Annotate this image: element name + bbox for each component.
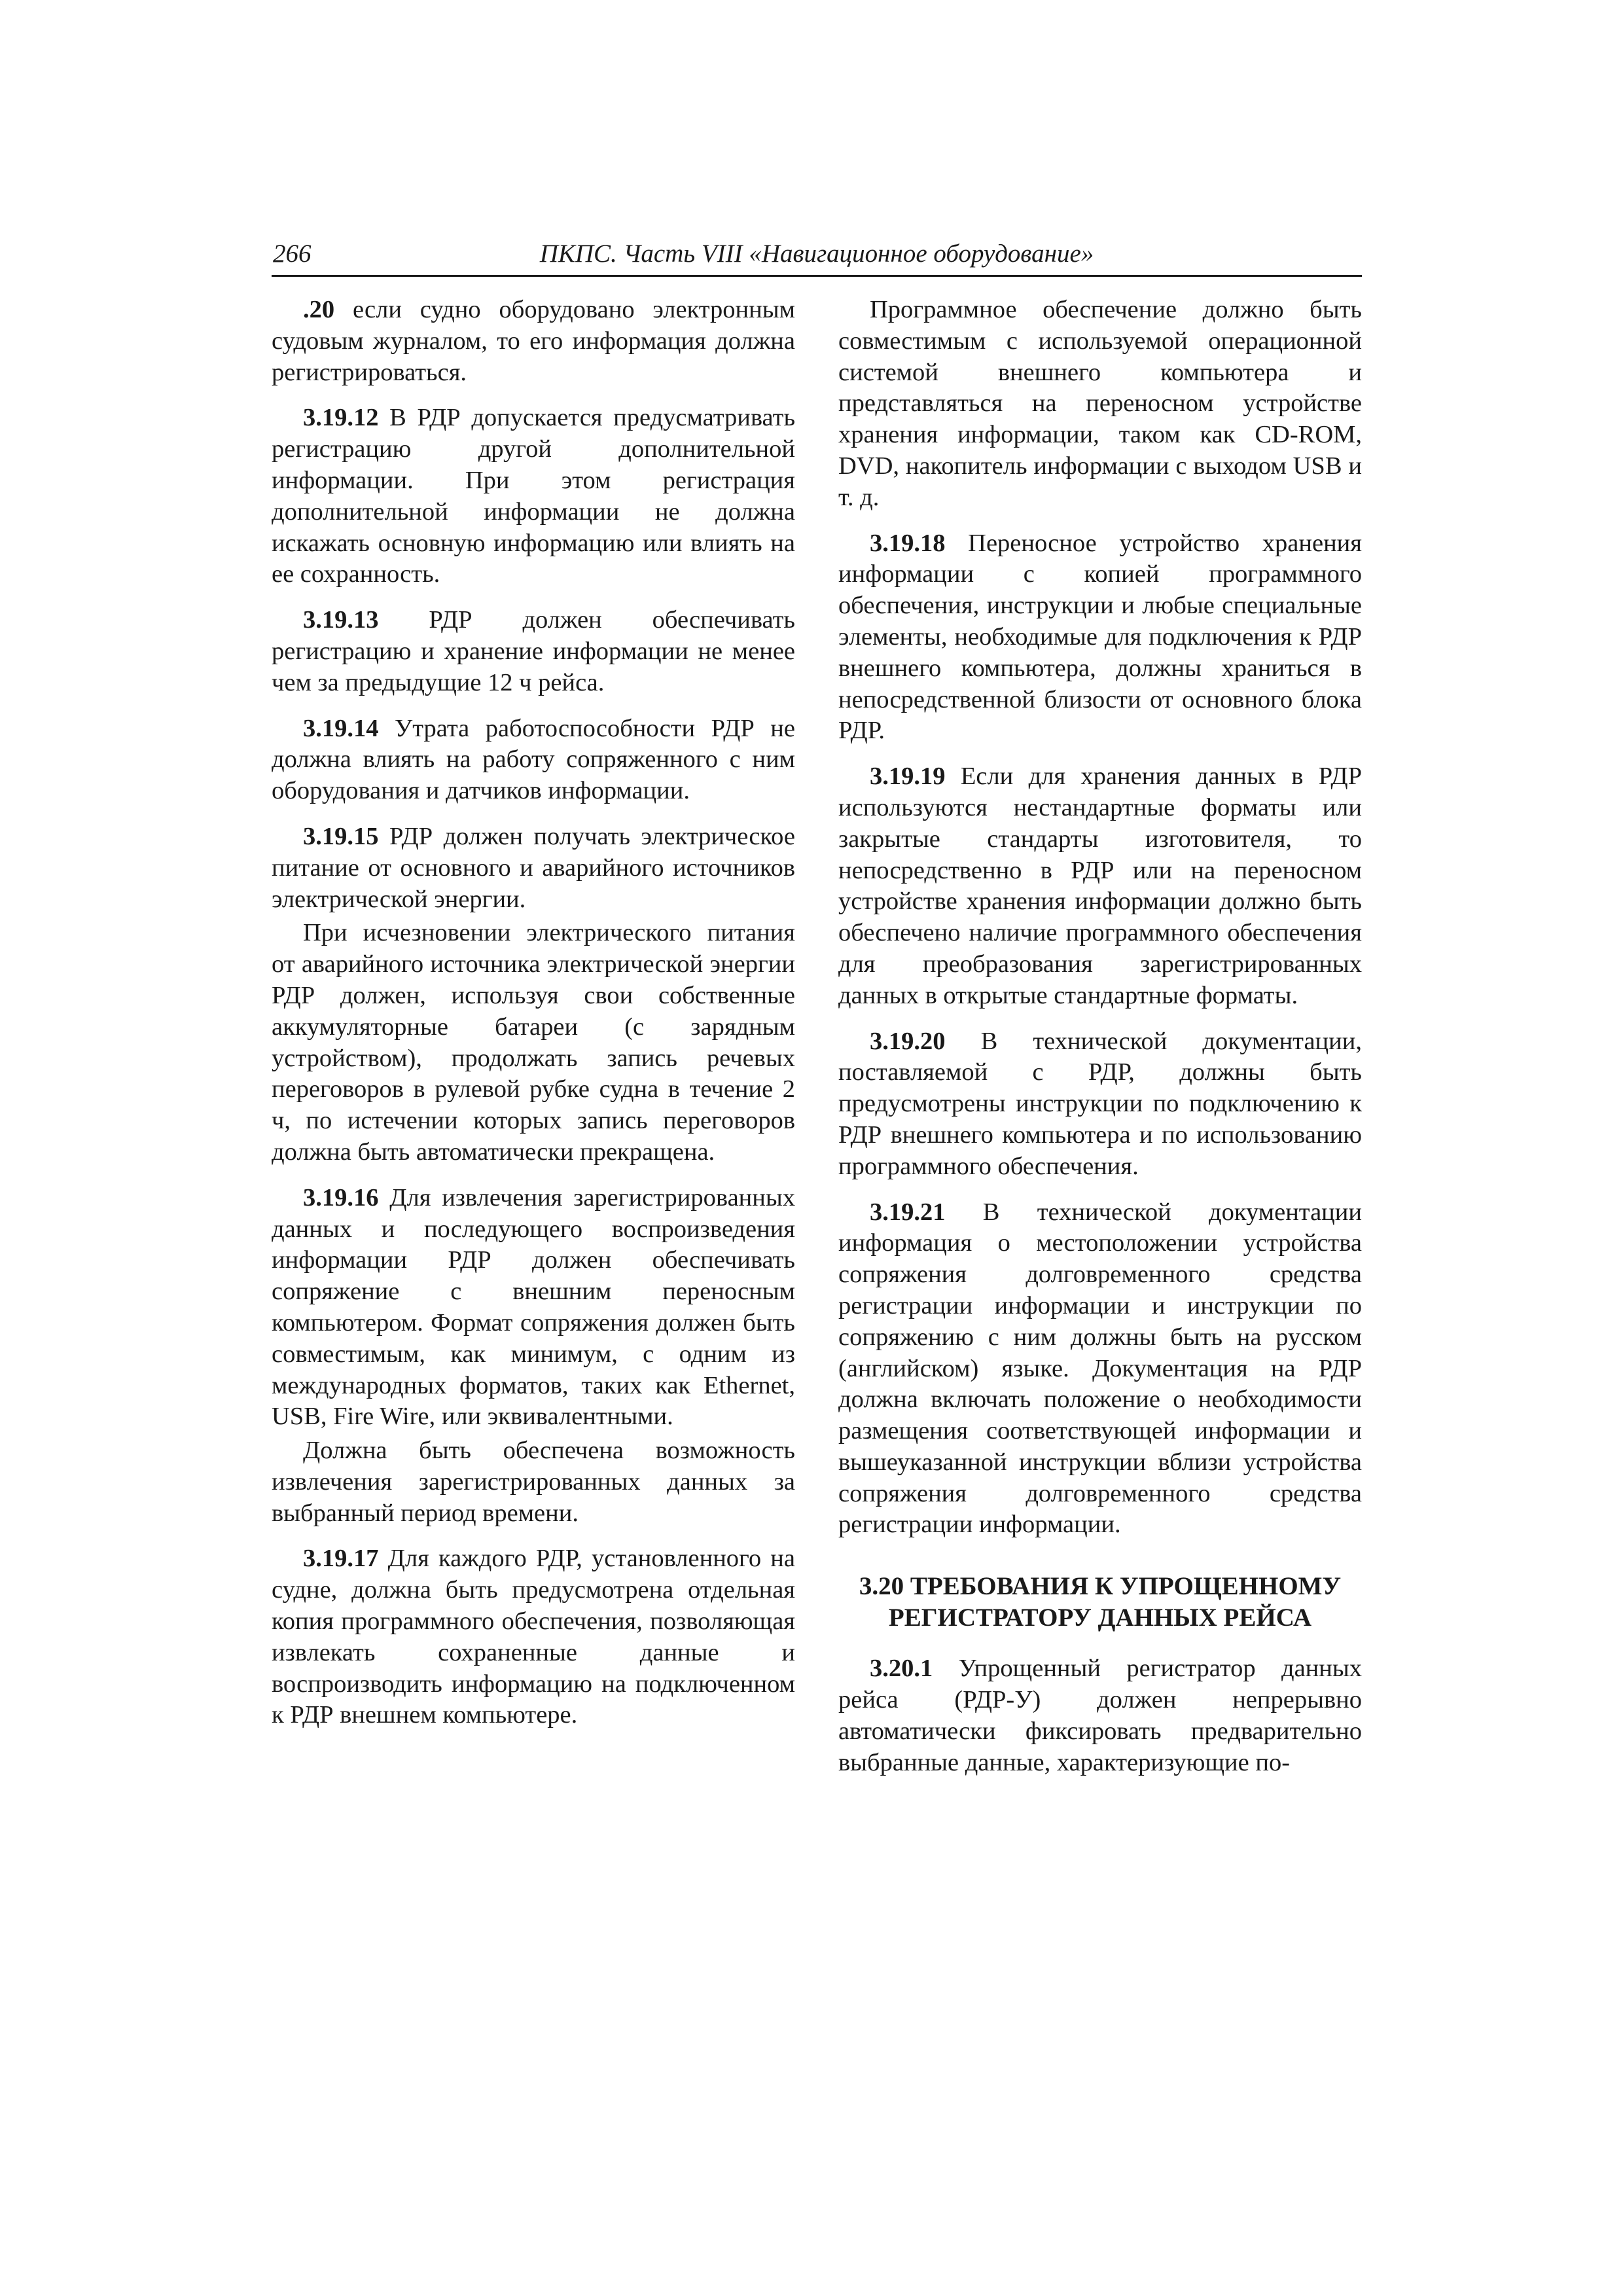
clause-number: 3.19.18 xyxy=(870,529,946,557)
left-column xyxy=(272,295,795,1731)
paragraph-3-19-11-20 xyxy=(272,295,795,388)
clause-number: 3.19.12 xyxy=(303,404,379,432)
clause-number: 3.19.19 xyxy=(870,762,946,791)
paragraph-3-19-19 xyxy=(838,761,1362,1011)
paragraph-3-19-15-cont: При исчезновении электрического питания от аварийного источника электрической энергии РДР должен, используя свои собственные аккумуляторные батареи (с зарядным устройством), продолжать запись речевых переговоров в рулевой рубке судна в течение 2 ч, по истечении которых запись переговоров должна быть автоматически прекращена. xyxy=(272,919,795,1166)
paragraph-3-19-18 xyxy=(838,528,1362,747)
clause-text: Для каждого РДР, установленного на судне, должна быть предусмотрена отдельная копия программного обеспечения, позволяющая извлекать сохраненные данные и воспроизводить информацию на подключенном к РДР внешнем компьютере. xyxy=(272,1545,795,1729)
paragraph-3-19-14 xyxy=(272,713,795,807)
clause-text: Переносное устройство хранения информации с копией программного обеспечения, инструкции и любые специальные элементы, необходимые для подключения к РДР внешнего компьютера, должны храниться в непосредственной близости от основного блока РДР. xyxy=(838,529,1362,745)
clause-text: РДР должен обеспечивать регистрацию и хранение информации не менее чем за предыдущие 12 ч рейса. xyxy=(272,606,795,696)
page-header xyxy=(272,237,1362,277)
clause-number: 3.19.14 xyxy=(303,714,379,742)
paragraph-3-19-17 xyxy=(272,1543,795,1731)
clause-text: В технической документации, поставляемой с РДР, должны быть предусмотрены инструкции по подключению к РДР внешнего компьютера и по использованию программного обеспечения. xyxy=(838,1027,1362,1180)
paragraph-3-19-15 xyxy=(272,821,795,915)
clause-number: 3.19.17 xyxy=(303,1545,379,1573)
clause-number: 3.19.20 xyxy=(870,1027,946,1055)
clause-text: Для извлечения зарегистрированных данных и последующего воспроизведения информации РДР должен обеспечивать сопряжение с внешним переносным компьютером. Формат сопряжения должен быть совместимым, как минимум, с одним из международных форматов, таких как Ethernet, USB, Fire Wire, или эквивалентными. xyxy=(272,1183,795,1431)
clause-number: 3.19.21 xyxy=(870,1198,946,1226)
clause-number: 3.19.16 xyxy=(303,1183,379,1211)
running-title: ПКПС. Часть VIII «Навигационное оборудование» xyxy=(539,240,1094,268)
clause-number: .20 xyxy=(303,296,335,323)
clause-number: 3.20.1 xyxy=(870,1655,933,1683)
clause-number: 3.19.13 xyxy=(303,606,379,634)
clause-text: Утрата работоспособности РДР не должна влиять на работу сопряженного с ним оборудования и датчиков информации. xyxy=(272,714,795,805)
clause-text: В РДР допускается предусматривать регистрацию другой дополнительной информации. При этом регистрация дополнительной информации не должна искажать основную информацию или влиять на ее сохранность. xyxy=(272,404,795,588)
paragraph-3-19-12 xyxy=(272,403,795,590)
section-heading-line: РЕГИСТРАТОРУ ДАННЫХ РЕЙСА xyxy=(888,1604,1312,1632)
paragraph-3-19-17-cont: Программное обеспечение должно быть совместимым с используемой операционной системой внешнего компьютера и представляться на переносном устройстве хранения информации, таком как CD-ROM, DVD, накопитель информации с выходом USB и т. д. xyxy=(838,296,1362,511)
paragraph-3-19-16-cont: Должна быть обеспечена возможность извлечения зарегистрированных данных за выбранный период времени. xyxy=(272,1437,795,1527)
section-heading-line: 3.20 ТРЕБОВАНИЯ К УПРОЩЕННОМУ xyxy=(859,1572,1342,1601)
clause-text: Если для хранения данных в РДР используются нестандартные форматы или закрытые стандарты изготовителя, то непосредственно в РДР или на переносном устройстве хранения информации должно быть обеспечено наличие программного обеспечения для преобразования зарегистрированных данных в открытые стандартные форматы. xyxy=(838,762,1362,1009)
page-number: 266 xyxy=(273,240,312,268)
section-heading-3-20 xyxy=(838,1571,1362,1634)
clause-number: 3.19.15 xyxy=(303,822,379,850)
right-column xyxy=(838,295,1362,1778)
paragraph-3-19-16 xyxy=(272,1183,795,1433)
paragraph-3-19-20 xyxy=(838,1026,1362,1183)
clause-text: если судно оборудовано электронным судовым журналом, то его информация должна регистрироваться. xyxy=(272,296,795,386)
paragraph-3-19-13 xyxy=(272,605,795,698)
paragraph-3-20-1 xyxy=(838,1653,1362,1778)
clause-text: Упрощенный регистратор данных рейса (РДР-У) должен непрерывно автоматически фиксировать предварительно выбранные данные, характеризующие по- xyxy=(838,1655,1362,1776)
clause-text: РДР должен получать электрическое питание от основного и аварийного источников электрической энергии. xyxy=(272,822,795,913)
paragraph-3-19-21 xyxy=(838,1197,1362,1541)
clause-text: В технической документации информация о местоположении устройства сопряжения долговременного средства регистрации информации и инструкции по сопряжению с ним должны быть на русском (английском) языке. Документация на РДР должна включать положение о необходимости размещения соответствующей информации и вышеуказанной инструкции вблизи устройства сопряжения долговременного средства регистрации информации. xyxy=(838,1198,1362,1539)
